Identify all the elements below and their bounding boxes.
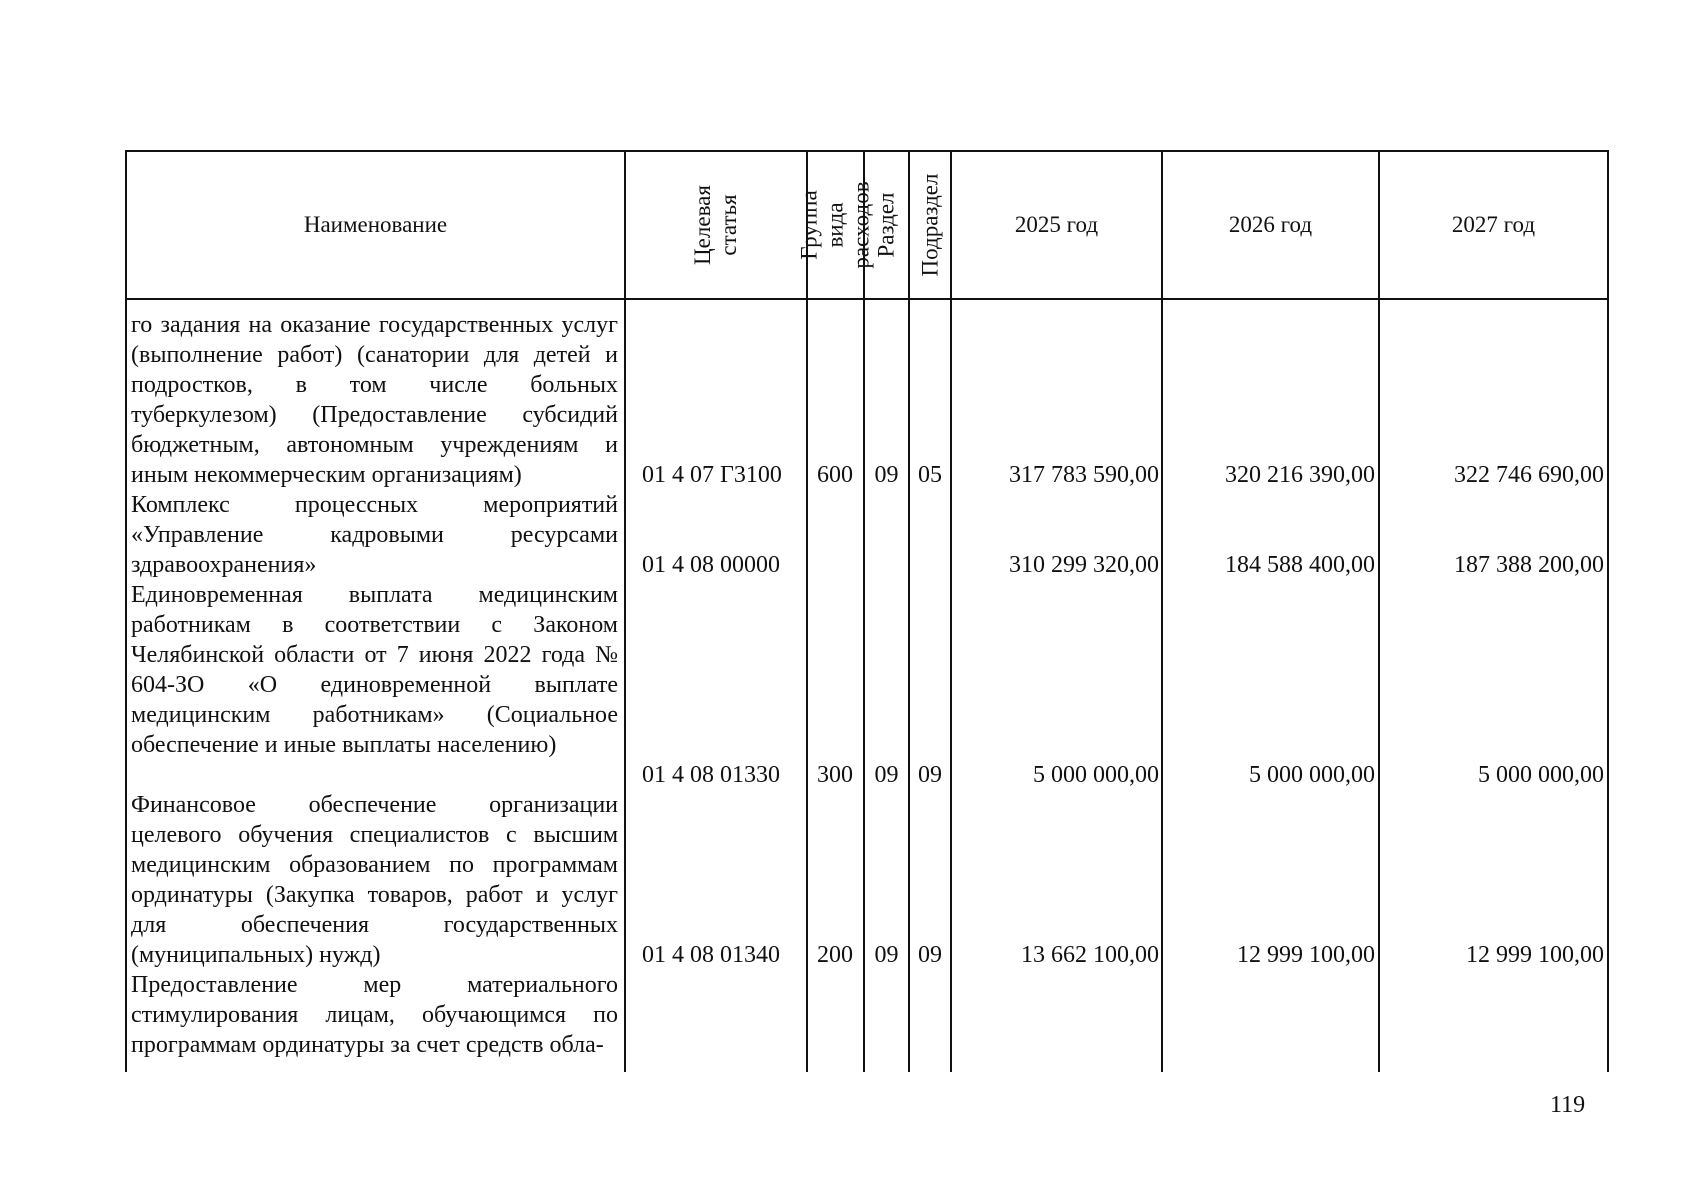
header-2027: 2027 год [1451,212,1536,237]
row-name: Комплекс процессных мероприятий «Управление кадровыми ресурсами здравоохранения» [131,492,618,578]
row-section: 09 [874,462,899,488]
row-value-2026: 184 588 400,00 [1225,552,1375,578]
row-target-article: 01 4 08 00000 [642,552,780,578]
header-expense-group [796,152,874,298]
row-value-2025: 310 299 320,00 [1009,552,1159,578]
row-subsection: 09 [918,942,942,968]
header-2025: 2025 год [1014,212,1099,237]
header-expense-group-text: Группа вида расходов [796,181,874,269]
table-row [127,310,1607,490]
row-value-2027: 5 000 000,00 [1478,762,1604,788]
row-target-article: 01 4 07 Г3100 [642,462,782,488]
row-value-2025: 317 783 590,00 [1009,462,1159,488]
row-value-2026: 320 216 390,00 [1225,462,1375,488]
header-subsection-text: Подраздел [917,173,943,277]
row-section: 09 [874,762,899,788]
header-section [865,152,908,298]
table-row [127,490,1607,580]
row-value-2025: 13 662 100,00 [1021,942,1159,968]
row-expense-group: 300 [817,762,853,788]
table-row [127,970,1607,1070]
row-value-2026: 12 999 100,00 [1237,942,1375,968]
row-name: Единовременная выплата медицинским работникам в соответствии с Законом Челябинской области от 7 июня 2022 года № 604-ЗО «О единовременной выплате медицинским работникам» (Социальное обеспечение и иные выплаты населению) [131,582,618,758]
header-subsection [910,152,950,298]
row-subsection: 09 [918,762,942,788]
row-value-2025: 5 000 000,00 [1033,762,1159,788]
row-value-2027: 187 388 200,00 [1454,552,1604,578]
row-name: го задания на оказание государственных услуг (выполнение работ) (санатории для детей и подростков, в том числе больных туберкулезом) (Предоставление субсидий бюджетным, автономным учреждениям и иным некоммерческим организациям) [131,312,618,488]
budget-table [125,150,1609,1072]
table-row [127,580,1607,790]
header-name: Наименование [303,212,448,237]
row-target-article: 01 4 08 01340 [642,942,780,968]
row-section: 09 [874,942,899,968]
row-value-2026: 5 000 000,00 [1249,762,1375,788]
row-value-2027: 322 746 690,00 [1454,462,1604,488]
row-expense-group: 600 [817,462,853,488]
row-subsection: 05 [918,462,942,488]
row-value-2027: 12 999 100,00 [1466,942,1604,968]
header-divider [127,298,1607,300]
header-2026: 2026 год [1228,212,1313,237]
table-row [127,790,1607,970]
header-target-article-text: Целевая статья [690,185,741,265]
page-number: 119 [1550,1092,1586,1118]
row-target-article: 01 4 08 01330 [642,762,780,788]
row-expense-group: 200 [817,942,853,968]
header-target-article [626,152,806,298]
header-section-text: Раздел [873,192,899,258]
row-name: Финансовое обеспечение организации целевого обучения специалистов с высшим медицинским образованием по программам ординатуры (Закупка товаров, работ и услуг для обеспечения государственных (муниципальных) нужд) [131,792,618,968]
row-name: Предоставление мер материального стимулирования лицам, обучающимся по программам ординатуры за счет средств обла- [131,972,618,1058]
